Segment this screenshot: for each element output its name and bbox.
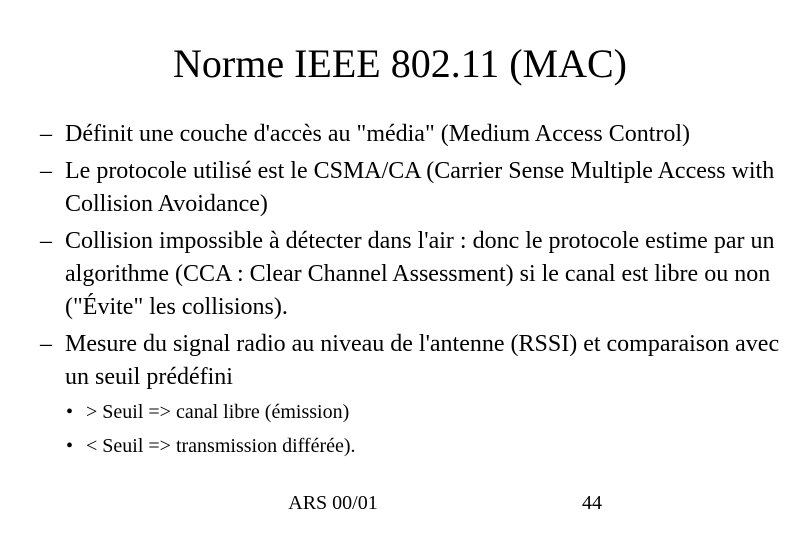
bullet-text: Définit une couche d'accès au "média" (Medium Access Control) [65, 121, 691, 147]
bullet-text: Mesure du signal radio au niveau de l'antenne (RSSI) et comparaison avec un seuil prédéfini [65, 331, 780, 390]
sub-bullet-list [65, 398, 798, 460]
sub-bullet-text: < Seuil => transmission différée). [86, 435, 356, 457]
sub-bullet-item [65, 398, 798, 426]
dot-bullet-icon: • [66, 401, 74, 423]
bullet-item [40, 155, 798, 221]
dash-bullet-icon: – [40, 158, 52, 184]
dash-bullet-icon: – [40, 228, 52, 254]
dash-bullet-icon: – [40, 121, 52, 147]
bullet-text: Collision impossible à détecter dans l'air : donc le protocole estime par un algorithme (CCA : Clear Channel Assessment) si le canal est libre ou non ("Évite" les collisions). [65, 228, 775, 320]
slide-title: Norme IEEE 802.11 (MAC) [173, 41, 627, 86]
bullet-item [40, 328, 798, 460]
bullet-item [40, 225, 798, 324]
dot-bullet-icon: • [66, 435, 74, 457]
page-number: 44 [582, 492, 602, 514]
dash-bullet-icon: – [40, 331, 52, 357]
bullet-list [40, 118, 798, 466]
sub-bullet-text: > Seuil => canal libre (émission) [86, 401, 350, 423]
sub-bullet-item [65, 432, 798, 460]
bullet-text: Le protocole utilisé est le CSMA/CA (Carrier Sense Multiple Access with Collision Avoidance) [65, 158, 775, 217]
bullet-item [40, 118, 798, 151]
footer-course-label: ARS 00/01 [288, 492, 378, 514]
